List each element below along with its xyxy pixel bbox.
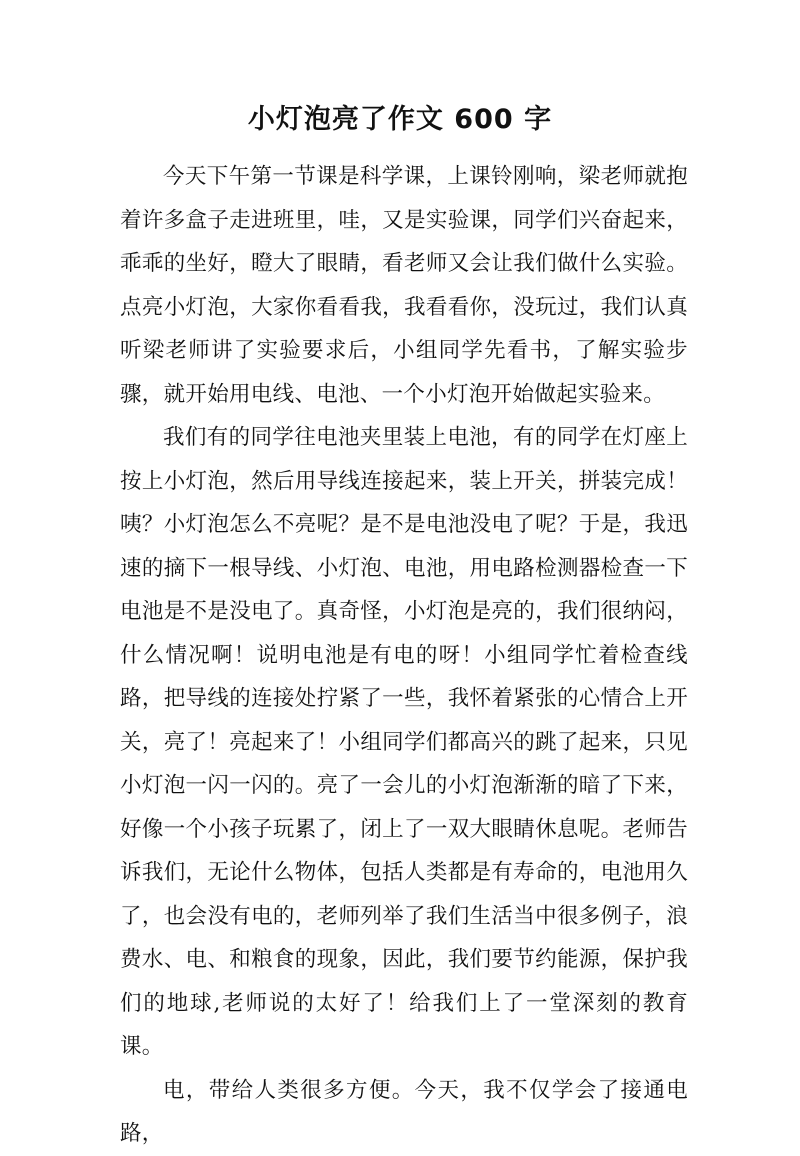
paragraph-2: 我们有的同学往电池夹里装上电池，有的同学在灯座上按上小灯泡，然后用导线连接起来，装上开关，拼装完成！咦？小灯泡怎么不亮呢？是不是电池没电了呢？于是，我迅速的摘下一根导线、小灯泡、电池，用电路检测器检查一下电池是不是没电了。真奇怪，小灯泡是亮的，我们很纳闷，什么情况啊！说明电池是有电的呀！小组同学忙着检查线路，把导线的连接处拧紧了一些，我怀着紧张的心情合上开关，亮了！亮起来了！小组同学们都高兴的跳了起来，只见小灯泡一闪一闪的。亮了一会儿的小灯泡渐渐的暗了下来，好像一个小孩子玩累了，闭上了一双大眼睛休息呢。老师告诉我们，无论什么物体，包括人类都是有寿命的，电池用久了，也会没有电的，老师列举了我们生活当中很多例子，浪费水、电、和粮食的现象，因此，我们要节约能源，保护我们的地球,老师说的太好了！给我们上了一堂深刻的教育课。 xyxy=(120,425,688,1059)
paragraph-3: 电，带给人类很多方便。今天，我不仅学会了接通电路， xyxy=(120,1077,688,1146)
paragraph-1: 今天下午第一节课是科学课，上课铃刚响，梁老师就抱着许多盒子走进班里，哇，又是实验课，同学们兴奋起来，乖乖的坐好，瞪大了眼睛，看老师又会让我们做什么实验。点亮小灯泡，大家你看看我，我看看你，没玩过，我们认真听梁老师讲了实验要求后，小组同学先看书，了解实验步骤，就开始用电线、电池、一个小灯泡开始做起实验来。 xyxy=(120,164,688,407)
document-title: 小灯泡亮了作文 600 字 xyxy=(247,104,553,135)
document-body xyxy=(120,155,688,1156)
